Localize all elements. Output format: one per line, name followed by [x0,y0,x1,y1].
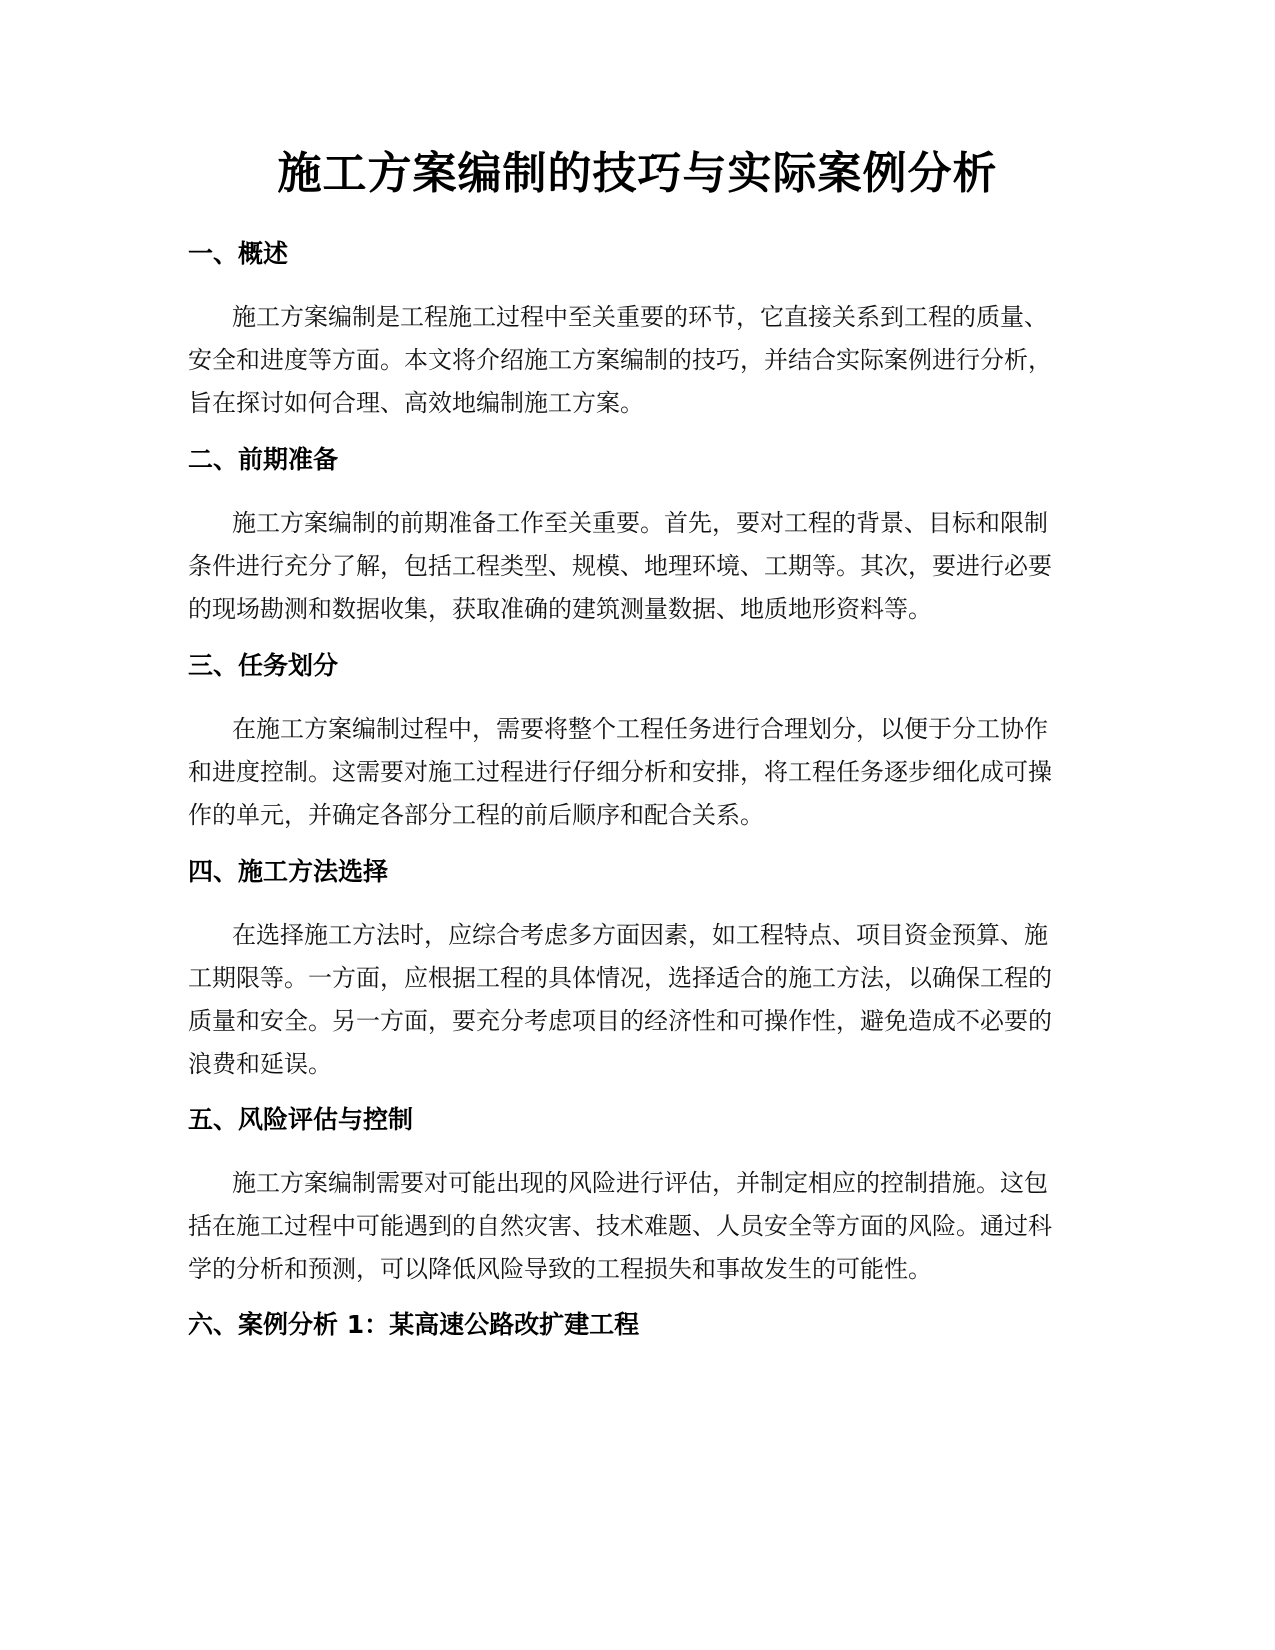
paragraph-line: 施工方案编制需要对可能出现的风险进行评估，并制定相应的控制措施。这包 [232,1169,1048,1197]
paragraph-line: 在施工方案编制过程中，需要将整个工程任务进行合理划分，以便于分工协作 [232,715,1048,743]
section-paragraph-construction-method [188,914,1088,1086]
paragraph-line: 安全和进度等方面。本文将介绍施工方案编制的技巧，并结合实际案例进行分析， [188,346,1052,374]
paragraph-line: 旨在探讨如何合理、高效地编制施工方案。 [188,389,644,417]
paragraph-line: 括在施工过程中可能遇到的自然灾害、技术难题、人员安全等方面的风险。通过科 [188,1212,1052,1240]
section-heading-overview: 一、概述 [188,239,289,268]
section-paragraph-preparation [188,502,1088,631]
paragraph-line: 的现场勘测和数据收集，获取准确的建筑测量数据、地质地形资料等。 [188,595,932,623]
paragraph-line: 施工方案编制的前期准备工作至关重要。首先，要对工程的背景、目标和限制 [232,509,1048,537]
paragraph-line: 作的单元，并确定各部分工程的前后顺序和配合关系。 [188,801,764,829]
paragraph-line: 在选择施工方法时，应综合考虑多方面因素，如工程特点、项目资金预算、施 [232,921,1048,949]
section-heading-preparation: 二、前期准备 [188,445,339,474]
section-paragraph-risk-assessment [188,1162,1088,1291]
paragraph-line: 质量和安全。另一方面，要充分考虑项目的经济性和可操作性，避免造成不必要的 [188,1007,1052,1035]
paragraph-line: 条件进行充分了解，包括工程类型、规模、地理环境、工期等。其次，要进行必要 [188,552,1052,580]
paragraph-line: 工期限等。一方面，应根据工程的具体情况，选择适合的施工方法，以确保工程的 [188,964,1052,992]
section-heading-case-study-1: 六、案例分析 1：某高速公路改扩建工程 [188,1310,640,1339]
section-heading-task-division: 三、任务划分 [188,651,339,680]
paragraph-line: 施工方案编制是工程施工过程中至关重要的环节，它直接关系到工程的质量、 [232,303,1048,331]
paragraph-line: 和进度控制。这需要对施工过程进行仔细分析和安排，将工程任务逐步细化成可操 [188,758,1052,786]
section-heading-construction-method: 四、施工方法选择 [188,857,389,886]
section-paragraph-task-division [188,708,1088,837]
section-paragraph-overview [188,296,1088,425]
paragraph-line: 学的分析和预测，可以降低风险导致的工程损失和事故发生的可能性。 [188,1255,932,1283]
section-heading-risk-assessment: 五、风险评估与控制 [188,1105,414,1134]
paragraph-line: 浪费和延误。 [188,1050,332,1078]
document-title: 施工方案编制的技巧与实际案例分析 [277,148,998,199]
